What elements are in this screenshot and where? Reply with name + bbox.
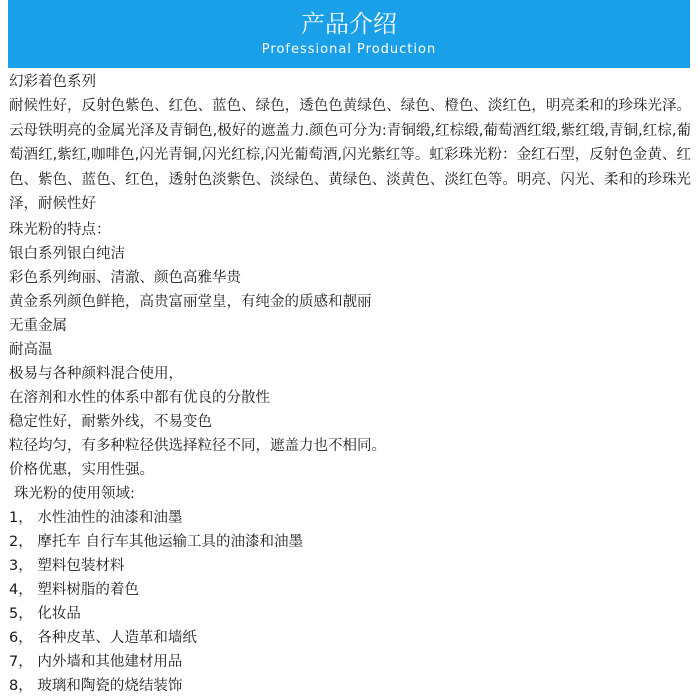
- use-item: 3， 塑料包装材料: [9, 557, 125, 574]
- feature-item: 极易与各种颜料混合使用，: [9, 365, 183, 382]
- feature-item: 银白系列银白纯洁: [9, 245, 125, 262]
- feature-item: 稳定性好，耐紫外线，不易变色: [9, 413, 212, 430]
- feature-item: 无重金属: [9, 317, 67, 334]
- feature-item: 黄金系列颜色鲜艳，高贵富丽堂皇，有纯金的质感和靓丽: [9, 293, 372, 310]
- use-item: 6， 各种皮革、人造革和墙纸: [9, 629, 197, 646]
- use-item: 7， 内外墙和其他建材用品: [9, 653, 183, 670]
- page-subtitle: Professional Production: [261, 42, 437, 57]
- feature-item: 粒径均匀，有多种粒径供选择粒径不同，遮盖力也不相同。: [9, 437, 386, 454]
- product-description: [9, 70, 691, 698]
- use-item: 1， 水性油性的油漆和油墨: [9, 509, 183, 526]
- header-banner: [8, 0, 690, 68]
- feature-item: 在溶剂和水性的体系中都有优良的分散性: [9, 389, 270, 406]
- feature-item: 耐高温: [9, 341, 53, 358]
- feature-item: 价格优惠，实用性强。: [9, 461, 154, 478]
- feature-item: 彩色系列绚丽、清澈、颜色高雅华贵: [9, 269, 241, 286]
- series-title: 幻彩着色系列: [9, 74, 96, 90]
- use-item: 4， 塑料树脂的着色: [9, 581, 139, 598]
- features-heading: 珠光粉的特点：: [9, 221, 111, 238]
- page-title: 产品介绍: [301, 10, 397, 38]
- description-paragraph: 耐候性好，反射色紫色、红色、蓝色、绿色，透色色黄绿色、绿色、橙色、淡红色，明亮柔和的珍珠光泽。云母铁明亮的金属光泽及青铜色,极好的遮盖力.颜色可分为:青铜缎,红棕缎,葡萄酒红缎,紫红缎,青铜,红棕,葡萄酒红,紫红,咖啡色,闪光青铜,闪光红棕,闪光葡萄酒,闪光紫红等。虹彩珠光粉：金红石型，反射色金黄、红色、紫色、蓝色、红色，透射色淡紫色、淡绿色、黄绿色、淡黄色、淡红色等。明亮、闪光、柔和的珍珠光泽，耐候性好: [9, 98, 691, 212]
- uses-heading: 珠光粉的使用领域:: [14, 485, 135, 502]
- use-item: 2， 摩托车 自行车其他运输工具的油漆和油墨: [9, 533, 303, 550]
- use-item: 5， 化妆品: [9, 605, 81, 622]
- use-item: 8， 玻璃和陶瓷的烧结装饰: [9, 677, 183, 694]
